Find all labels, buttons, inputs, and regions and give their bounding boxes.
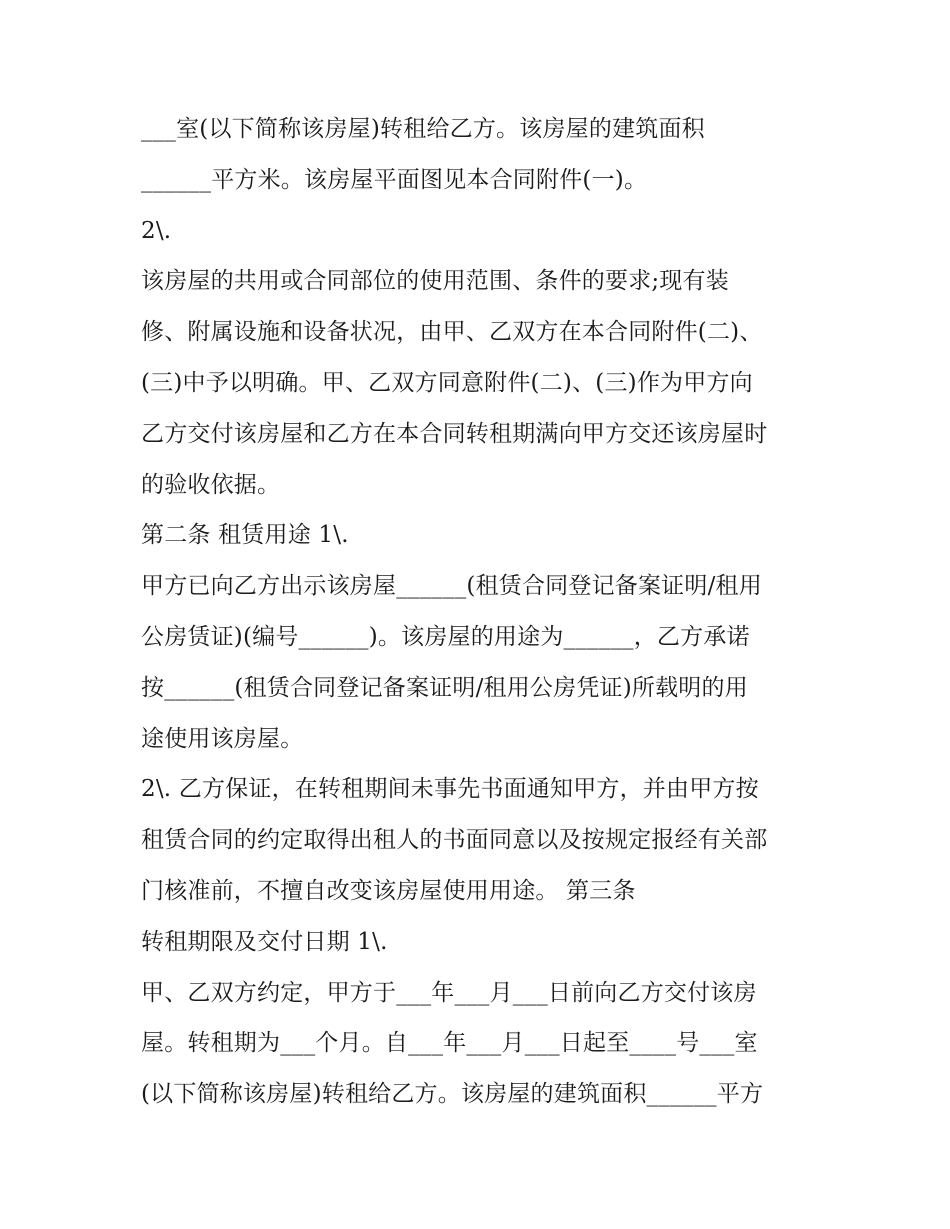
text-line: 该房屋的共用或合同部位的使用范围、条件的要求;现有装: [141, 268, 729, 295]
text-line: (三)中予以明确。甲、乙双方同意附件(二)、(三)作为甲方向: [141, 369, 753, 396]
text-line: 2\. 乙方保证，在转租期间未事先书面通知甲方，并由甲方按: [141, 776, 759, 803]
text-line: 乙方交付该房屋和乙方在本合同转租期满向甲方交还该房屋时: [141, 420, 768, 447]
section-heading-line: 第二条 租赁用途 1\.: [141, 522, 349, 549]
text-line: 租赁合同的约定取得出租人的书面同意以及按规定报经有关部: [141, 827, 768, 854]
text-line: 途使用该房屋。: [141, 725, 304, 752]
text-line: 屋。转租期为___个月。自___年___月___日起至____号___室: [141, 1030, 758, 1057]
contract-page: [141, 104, 831, 1120]
text-line: 修、附属设施和设备状况，由甲、乙双方在本合同附件(二)、: [141, 319, 763, 346]
text-line: 甲、乙双方约定，甲方于___年___月___日前向乙方交付该房: [141, 979, 757, 1006]
text-line: (以下简称该房屋)转租给乙方。该房屋的建筑面积______平方: [141, 1081, 764, 1108]
section-heading-line: 转租期限及交付日期 1\.: [141, 928, 388, 955]
text-line: 2\.: [141, 217, 172, 244]
text-line: 门核准前，不擅自改变该房屋使用用途。 第三条: [141, 877, 636, 904]
text-line: ___室(以下简称该房屋)转租给乙方。该房屋的建筑面积: [141, 116, 705, 142]
text-line: 的验收依据。: [141, 471, 281, 498]
text-line: 公房赁证)(编号______)。该房屋的用途为______，乙方承诺: [141, 623, 750, 650]
text-line: 按______(租赁合同登记备案证明/租用公房凭证)所载明的用: [141, 674, 748, 701]
text-line: 甲方已向乙方出示该房屋______(租赁合同登记备案证明/租用: [141, 573, 762, 600]
text-line: ______平方米。该房屋平面图见本合同附件(一)。: [141, 166, 648, 193]
